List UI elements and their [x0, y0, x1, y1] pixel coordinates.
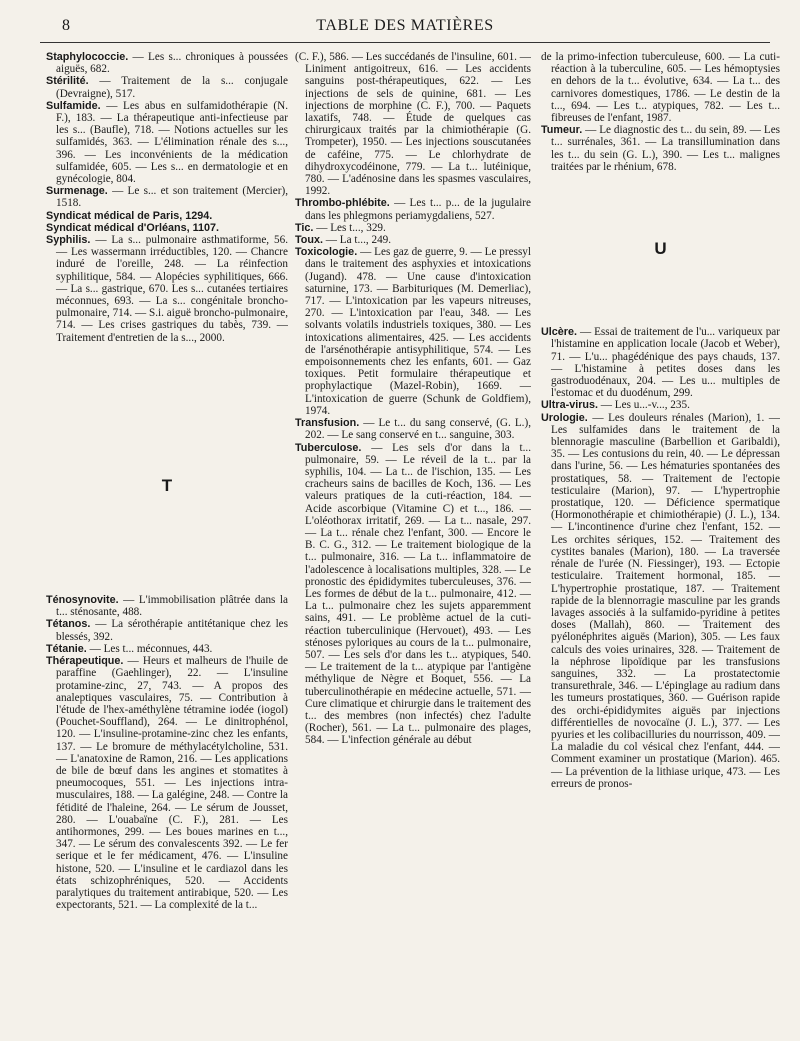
column-middle: [295, 51, 531, 1033]
page-number: 8: [62, 17, 70, 34]
index-term: Staphylococcie.: [46, 51, 129, 63]
index-term: Urologie.: [541, 411, 588, 424]
index-entry: [46, 222, 288, 234]
index-text: (C. F.), 586. — Les succédanés de l'insuline, 601. — Liniment antigoitreux, 616. — Les accidents sanguins post-thérapeutiques, 622. — Les injections de sels de quinine, 681. — Les injections de morphine (C. F.), 700. — Paquets laxatifs, 748. — Étude de quelques cas chirurgicaux traités par la chimiothérapie (G. Trompeter), 1950. — Les injections souscutanées de caféine, 775. — Le chlorhydrate de dihydroxycodéinone, 779. — La t... lutéinique, 780. — L'adénosine dans les spasmes vasculaires, 1992.: [295, 51, 531, 198]
index-term: Stérilité.: [46, 75, 89, 88]
index-text: de la primo-infection tuberculeuse, 600. — La cuti-réaction à la tuberculine, 605. — Les hémoptysies en dehors de la t... évolutive, 634. — La t... des carnivores domestiques, 1786. — Le destin de la t..., 694. — Les t... atypiques, 782. — Les t... fibreuses de l'enfant, 1987.: [541, 51, 780, 125]
index-entry: [46, 210, 288, 222]
index-entry: [46, 618, 288, 642]
index-term: Tuberculose.: [295, 441, 362, 454]
index-entry: [46, 185, 288, 209]
index-entry: [46, 594, 288, 618]
index-term: Thrombo-phlébite.: [295, 197, 390, 210]
index-text: — L'immobilisation plâtrée dans la t... sténosante, 488.: [56, 594, 288, 619]
index-text: — Les t... p... de la jugulaire dans les phlegmons periamygdaliens, 527.: [305, 197, 531, 222]
index-term: Syphilis.: [46, 234, 91, 247]
index-text: — La sérothérapie antitétanique chez les blessés, 392.: [56, 618, 288, 643]
index-entry: [295, 234, 531, 246]
index-entry: [295, 442, 531, 747]
index-entry: [541, 412, 780, 790]
index-term: Sulfamide.: [46, 99, 101, 112]
page-header: [40, 16, 770, 43]
index-text: — Les t..., 329.: [316, 221, 386, 234]
index-entry: [541, 124, 780, 173]
index-entry: [295, 246, 531, 417]
index-entry: [295, 197, 531, 221]
index-text: — Traitement de la s... conjugale (Devraigne), 517.: [56, 75, 288, 100]
column-right: [541, 51, 780, 1033]
index-entry: [46, 234, 288, 344]
index-term: Surmenage.: [46, 185, 108, 198]
index-term: Ultra-virus.: [541, 399, 598, 412]
index-text: — La t..., 249.: [325, 234, 392, 247]
index-entry: [46, 51, 288, 75]
index-text: — Les douleurs rénales (Marion), 1. — Les sulfamides dans le traitement de la blennoragie masculine (Barbellion et Garibaldi), 35. — Les contusions du rein, 40. — Le dépressan dans l'urine, 56. — Les hématuries spontanées des prostatiques, 58. — Traitement de l'ectopie testiculaire (Marion), 97. — L'hypertrophie prostatique, 120. — Déficience spermatique (Hormonothérapie et chimiothérapie) (J. L.), 134. — L'incontinence d'urine chez l'enfant, 152. — Les orchites sériques, 152. — Traitement des cystites banales (Marion), 180. — La traversée rénale de l'urée (N. Fiessinger), 193. — Ectopie testiculaire. Traitement hormonal, 185. — L'hypertrophie prostatique, 187. — Traitement rapide de la blennorragie masculine par les grands lavages associés à la sulfamido-pyridine à petites doses (Mallah), 860. — Traitement des pyélonéphrites aiguës (Marion), 305. — Les faux calculs des voies urinaires, 328. — Traitement de la néphrose lipoïdique par les transfusions sanguines, 332. — La prostatectomie transurethrale, 346. — L'épinglage au radium dans les tumeurs prostatiques, 360. — Guérison rapide des orchi-épididymites aiguës par injections différentielles de novocaïne (J. L.), 377. — Les pyuries et les colibacilluries du nourrisson, 409. — La maladie du col vésical chez l'enfant, 444. — Comment examiner un prostatique (Marion). 465. — La prévention de la lithiase urique, 473. — Les erreurs de pronos-: [551, 411, 780, 790]
column-right-entries-t: [541, 51, 780, 173]
index-entry: [46, 100, 288, 185]
index-text: — Le s... et son traitement (Mercier), 1518.: [56, 185, 288, 210]
index-text: — La s... pulmonaire asthmatiforme, 56. — Les wassermann irréductibles, 120. — Chancre induré de l'oreille, 248. — La réinfection syphilitique, 584. — Alopécies syphilitiques, 666. — La s... gastrique, 670. Les s... cutanées tertiaires méconnues, 693. — La s... congénitale broncho-pulmonaire, 714. — S.i. aiguë broncho-pulmonaire, 714. — Les crises gastriques du tabès, 739. — Traitement d'entretien de la s..., 2000.: [56, 234, 288, 344]
index-text: — Le t... du sang conservé, (G. L.), 202. — Le sang conservé en t... sanguine, 303.: [305, 417, 531, 442]
index-term: Tétanos.: [46, 618, 91, 631]
index-text: — Les s... chroniques à poussées aiguës, 682.: [56, 51, 288, 76]
index-entry: [541, 326, 780, 399]
index-text: — Le diagnostic des t... du sein, 89. — Les t... surrénales, 361. — La transillumination dans les t... du sein (G. L.), 390. — Les t... malignes traitées par le rhénium, 678.: [551, 124, 780, 173]
index-term: Tumeur.: [541, 124, 583, 137]
index-entry: [541, 399, 780, 411]
index-text: — Essai de traitement de l'u... variqueux par l'histamine en application locale (Jacob et Weber), 71. — L'u... phagédénique des pays chauds, 137. — L'histamine à petites doses dans les gastroduodénaux, 204. — Les u... multiples de l'estomac et du duodénum, 299.: [551, 326, 780, 400]
index-text: — Les u...-v..., 235.: [600, 399, 690, 412]
column-left-entries-t: [46, 594, 288, 911]
index-term: Toux.: [295, 234, 323, 247]
index-entry: [46, 643, 288, 655]
section-letter-u: U: [654, 239, 667, 259]
index-text: — Les abus en sulfamidothérapie (N. F.), 183. — La thérapeutique anti-infectieuse par les s... (Baufle), 718. — Notions actuelles sur les sulfamidés, 363. — L'élimination rénale des s..., 396. — Les inconvénients de la médication sulfamidée, 605. — Les s... en dermatologie et en gynécologie, 804.: [56, 99, 288, 186]
column-left: [46, 51, 288, 1033]
running-title: TABLE DES MATIÈRES: [316, 17, 494, 34]
index-term: Syndicat médical de Paris, 1294.: [46, 209, 213, 222]
index-text: — Heurs et malheurs de l'huile de paraffine (Gaehlinger), 22. — L'insuline protamine-zinc, 27, 743. — A propos des analeptiques vasculaires, 75. — Contribution à l'étude de l'hex-améthylène tétramine iodée (iogol) (Pouchet-Souffland), 264. — Le dinitrophénol, 120. — L'insuline-protamine-zinc chez les enfants, 137. — Le bromure de méthylacétylcholine, 531. — L'anatoxine de Ramon, 216. — Les applications de bile de bœuf dans les angines et stomatites à pneumocoques, 551. — Les injections intra-musculaires, 188. — La galégine, 248. — Contre la fétidité de l'haleine, 264. — Le sérum de Jousset, 280. — L'ouabaïne (C. F.), 281. — Les antihormones, 299. — Les boues marines en t..., 347. — Le sérum des convalescents 392. — Le fer serique et le fer médicament, 476. — L'insuline histone, 520. — L'insuline et le cardiazol dans les états schizophréniques, 520. — Accidents paralytiques du traitement antirabique, 520. — Les expectorants, 521. — La complexité de la t...: [56, 655, 288, 912]
index-entry: [295, 51, 531, 197]
index-term: Thérapeutique.: [46, 655, 124, 668]
index-entry: [46, 655, 288, 911]
column-right-entries-u: [541, 326, 780, 790]
index-entry: [541, 51, 780, 124]
index-entry: [46, 75, 288, 99]
column-left-entries-s: [46, 51, 288, 344]
index-text: — Les gaz de guerre, 9. — Le pressyl dans le traitement des asphyxies et intoxications (Jugand). 478. — Une cause d'intoxication saturnine, 173. — Barbituriques (M. Demerliac), 717. — L'intoxication par les vapeurs nitreuses, 270. — L'intoxication par l'eau, 348. — Les solvants volatils industriels toxiques, 380. — Les intoxications alimentaires, 425. — Les accidents de l'arsénothérapie antisyphilitique, 574. — Les empoisonnements chez les enfants, 601. — Gaz toxiques. Petit formulaire thérapeutique et prophylactique (Mazel-Robin), 1669. — L'intoxication de guerre (Schunk de Goldfiem), 1974.: [305, 246, 531, 417]
column-middle-entries: [295, 51, 531, 747]
index-term: Ténosynovite.: [46, 594, 119, 607]
index-term: Ulcère.: [541, 326, 578, 339]
index-entry: [295, 417, 531, 441]
index-term: Syndicat médical d'Orléans, 1107.: [46, 221, 220, 234]
index-term: Tic.: [295, 221, 314, 234]
section-letter-t: T: [161, 475, 173, 495]
index-text: — Les sels d'or dans la t... pulmonaire, 59. — Le réveil de la t... par la syphilis, 104. — La t... de l'ischion, 135. — Les cracheurs sains de bacilles de Koch, 136. — Les valeurs pratiques de la cuti-réaction, 184. — Acide ascorbique (Vitamine C) et t..., 186. — L'oléothorax irritatif, 269. — La t... nasale, 297. — La t... rénale chez l'enfant, 300. — Encore le B. C. G., 312. — Le traitement biologique de la t... pulmonaire, 316. — La t... inflammatoire de l'adolescence à localisations multiples, 328. — Le pronostic des épididymites tuberculeuses, 376. — Les formes de début de la t... pulmonaire, 412. — La t... pulmonaire chez les sujets apparemment sains, 491. — Le problème actuel de la cuti-réaction tuberculinique (Hervouet), 493. — Les sténoses pyloriques au cours de la t... pulmonaire, 507. — Les sels d'or dans les t... atypiques, 540. — Le traitement de la t... atypique par l'antigène méthylique de Nègre et Boquet, 556. — La tuberculinothérapie en médecine actuelle, 571. — Cure climatique et chirurgie dans le traitement des t... des membres (non infectés) chez l'adulte (Rocher), 561. — La t... pulmonaire des plages, 584. — L'infection générale au début: [305, 441, 531, 747]
index-term: Tétanie.: [46, 642, 87, 655]
index-term: Toxicologie.: [295, 246, 358, 259]
index-text: — Les t... méconnues, 443.: [89, 642, 213, 655]
index-entry: [295, 222, 531, 234]
index-term: Transfusion.: [295, 417, 360, 430]
